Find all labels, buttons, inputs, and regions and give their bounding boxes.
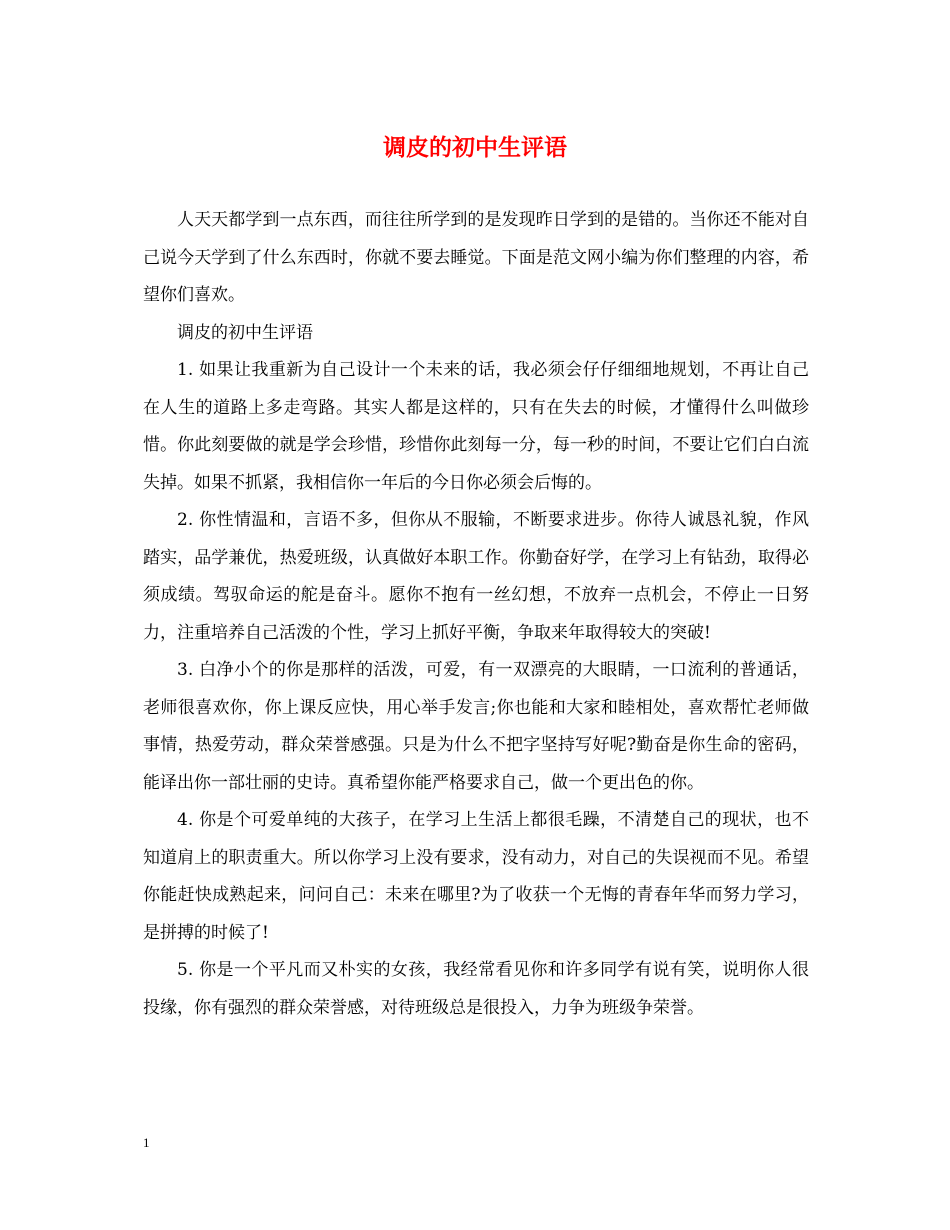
comment-paragraph-2: 2. 你性情温和，言语不多，但你从不服输，不断要求进步。你待人诚恳礼貌，作风踏实，品学兼优，热爱班级，认真做好本职工作。你勤奋好学，在学习上有钻劲，取得必须成绩。驾驭命运的舵是奋斗。愿你不抱有一丝幻想，不放弃一点机会，不停止一日努力，注重培养自己活泼的个性，学习上抓好平衡，争取来年取得较大的突破! xyxy=(143,510,809,643)
comment-paragraph-5: 5. 你是一个平凡而又朴实的女孩，我经常看见你和许多同学有说有笑，说明你人很投缘，你有强烈的群众荣誉感，对待班级总是很投入，力争为班级争荣誉。 xyxy=(143,960,809,1018)
comment-paragraph-3: 3. 白净小个的你是那样的活泼，可爱，有一双漂亮的大眼睛，一口流利的普通话，老师很喜欢你，你上课反应快，用心举手发言;你也能和大家和睦相处，喜欢帮忙老师做事情，热爱劳动，群众荣誉感强。只是为什么不把字坚持写好呢?勤奋是你生命的密码，能译出你一部壮丽的史诗。真希望你能严格要求自己，做一个更出色的你。 xyxy=(143,660,809,793)
comment-paragraph-4: 4. 你是个可爱单纯的大孩子，在学习上生活上都很毛躁，不清楚自己的现状，也不知道肩上的职责重大。所以你学习上没有要求，没有动力，对自己的失误视而不见。希望你能赶快成熟起来，问问自己：未来在哪里?为了收获一个无悔的青春年华而努力学习，是拼搏的时候了! xyxy=(143,810,809,943)
document-title: 调皮的初中生评语 xyxy=(383,134,567,161)
page-number: 1 xyxy=(143,1135,150,1150)
document-body xyxy=(143,202,809,1027)
comment-paragraph-1: 1. 如果让我重新为自己设计一个未来的话，我必须会仔仔细细地规划，不再让自己在人生的道路上多走弯路。其实人都是这样的，只有在失去的时候，才懂得什么叫做珍惜。你此刻要做的就是学会珍惜，珍惜你此刻每一分，每一秒的时间，不要让它们白白流失掉。如果不抓紧，我相信你一年后的今日你必须会后悔的。 xyxy=(143,360,809,493)
intro-paragraph: 人天天都学到一点东西，而往往所学到的是发现昨日学到的是错的。当你还不能对自己说今天学到了什么东西时，你就不要去睡觉。下面是范文网小编为你们整理的内容，希望你们喜欢。 xyxy=(143,210,809,305)
section-heading: 调皮的初中生评语 xyxy=(177,322,313,343)
